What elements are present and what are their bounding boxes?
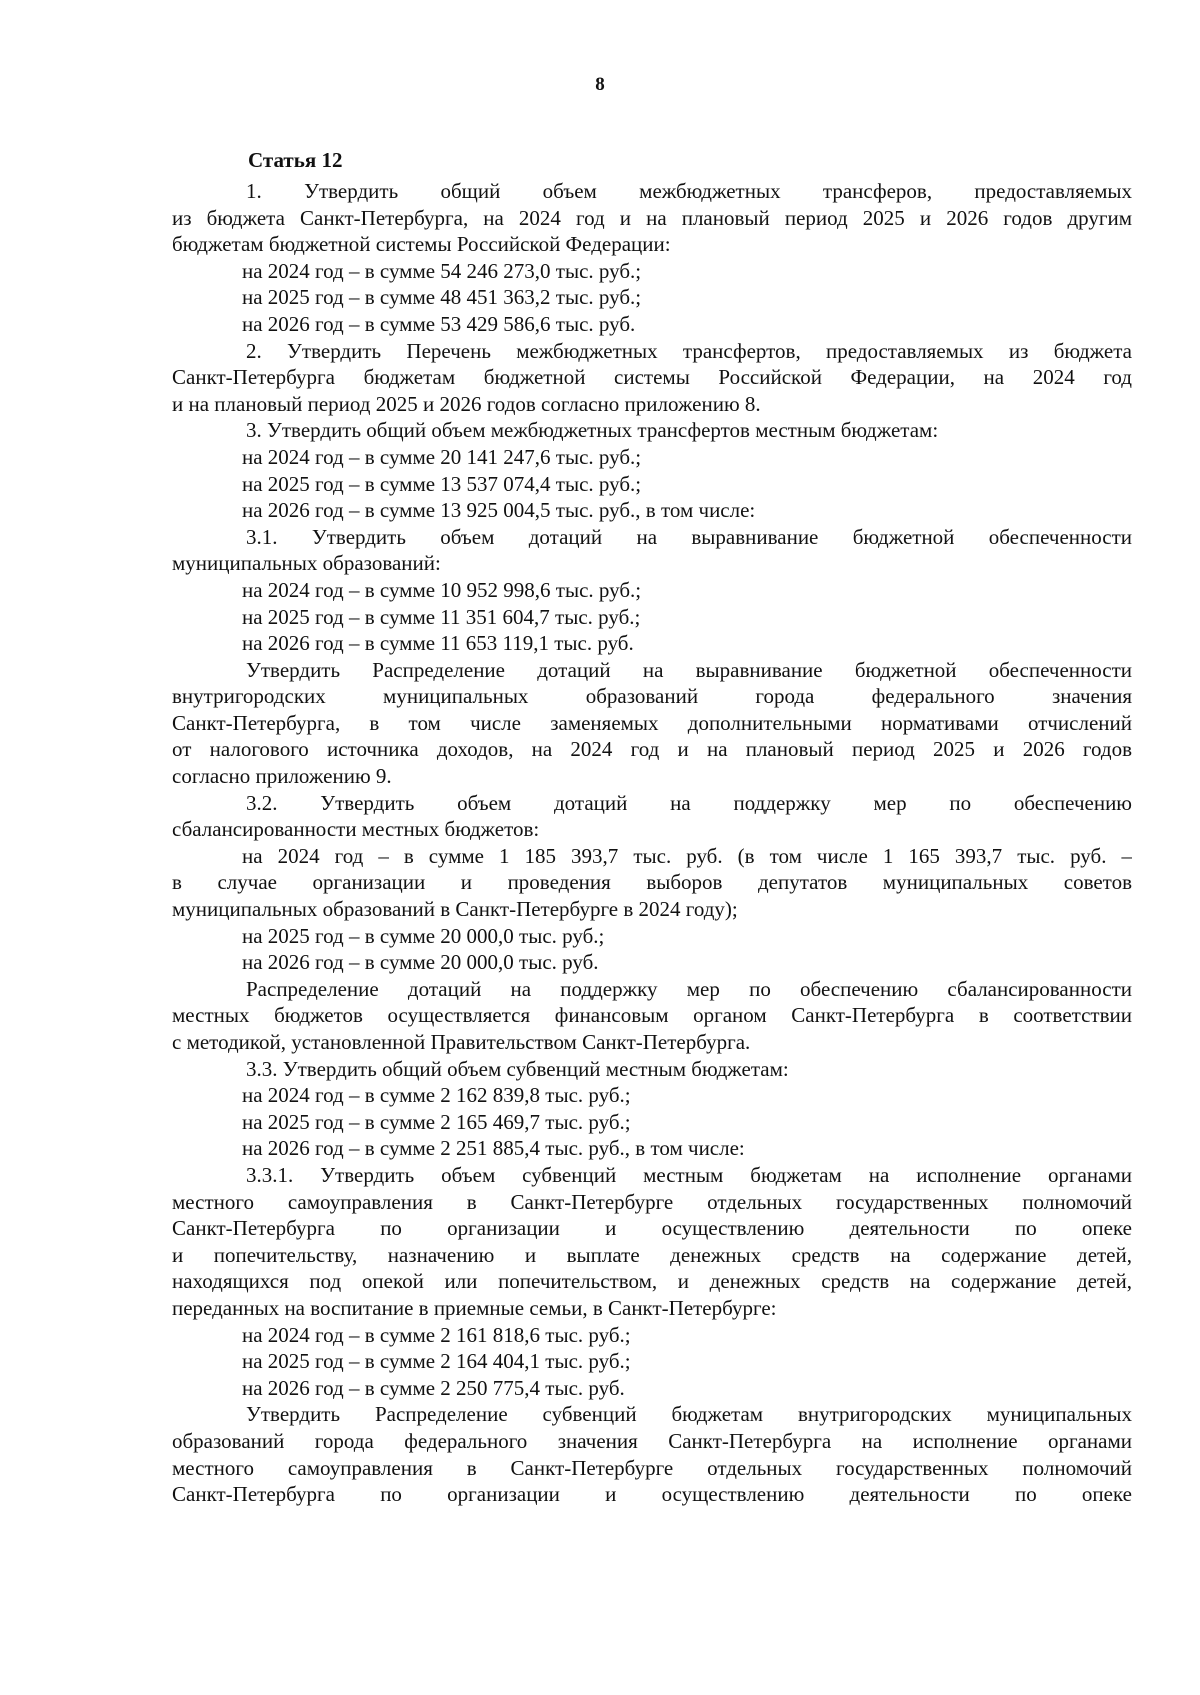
text-line: находящихся под опекой или попечительством, и денежных средств на содержание детей, bbox=[172, 1269, 1132, 1294]
text-line: на 2026 год – в сумме 53 429 586,6 тыс. руб. bbox=[242, 311, 636, 336]
text-line: местного самоуправления в Санкт-Петербурге отдельных государственных полномочий bbox=[172, 1455, 1132, 1480]
text-line: на 2024 год – в сумме 20 141 247,6 тыс. руб.; bbox=[242, 444, 642, 469]
text-line: на 2024 год – в сумме 2 161 818,6 тыс. руб.; bbox=[242, 1322, 631, 1347]
text-line: на 2026 год – в сумме 13 925 004,5 тыс. руб., в том числе: bbox=[242, 498, 756, 523]
text-line: от налогового источника доходов, на 2024 год и на плановый период 2025 и 2026 годов bbox=[172, 737, 1132, 762]
text-line: на 2026 год – в сумме 2 250 775,4 тыс. руб. bbox=[242, 1375, 625, 1400]
text-line: на 2025 год – в сумме 2 164 404,1 тыс. руб.; bbox=[242, 1349, 631, 1374]
text-line: переданных на воспитание в приемные семьи, в Санкт-Петербурге: bbox=[172, 1295, 777, 1320]
text-line: Распределение дотаций на поддержку мер по обеспечению сбалансированности bbox=[246, 976, 1132, 1001]
text-line: и на плановый период 2025 и 2026 годов согласно приложению 8. bbox=[172, 391, 761, 416]
text-line: 1. Утвердить общий объем межбюджетных трансферов, предоставляемых bbox=[246, 179, 1132, 203]
text-line: в случае организации и проведения выборов депутатов муниципальных советов bbox=[172, 870, 1132, 895]
text-line: муниципальных образований в Санкт-Петербурге в 2024 году); bbox=[172, 897, 738, 922]
text-line: на 2024 год – в сумме 1 185 393,7 тыс. руб. (в том числе 1 165 393,7 тыс. руб. – bbox=[242, 843, 1132, 868]
text-line: Санкт-Петербурга, в том числе заменяемых дополнительными нормативами отчислений bbox=[172, 710, 1132, 735]
text-line: внутригородских муниципальных образований города федерального значения bbox=[172, 684, 1132, 709]
text-line: на 2024 год – в сумме 2 162 839,8 тыс. руб.; bbox=[242, 1083, 631, 1108]
text-line: на 2026 год – в сумме 20 000,0 тыс. руб. bbox=[242, 950, 599, 975]
text-line: 3.1. Утвердить объем дотаций на выравнивание бюджетной обеспеченности bbox=[246, 524, 1132, 549]
text-line: на 2025 год – в сумме 20 000,0 тыс. руб.; bbox=[242, 923, 605, 948]
text-line: на 2024 год – в сумме 54 246 273,0 тыс. руб.; bbox=[242, 258, 642, 283]
text-line: сбалансированности местных бюджетов: bbox=[172, 817, 540, 842]
text-line: Утвердить Распределение дотаций на выравнивание бюджетной обеспеченности bbox=[246, 657, 1132, 682]
text-line: на 2025 год – в сумме 11 351 604,7 тыс. руб.; bbox=[242, 604, 641, 629]
text-line: Санкт-Петербурга по организации и осуществлению деятельности по опеке bbox=[172, 1482, 1132, 1507]
text-line: Утвердить Распределение субвенций бюджетам внутригородских муниципальных bbox=[246, 1402, 1132, 1427]
text-line: муниципальных образований: bbox=[172, 551, 441, 576]
text-line: на 2025 год – в сумме 13 537 074,4 тыс. руб.; bbox=[242, 471, 642, 496]
text-line: местных бюджетов осуществляется финансовым органом Санкт-Петербурга в соответствии bbox=[172, 1003, 1132, 1028]
text-line: на 2024 год – в сумме 10 952 998,6 тыс. руб.; bbox=[242, 577, 642, 602]
text-line: образований города федерального значения Санкт-Петербурга на исполнение органами bbox=[172, 1428, 1132, 1453]
text-line: из бюджета Санкт-Петербурга, на 2024 год и на плановый период 2025 и 2026 годов другим bbox=[172, 205, 1132, 230]
text-line: с методикой, установленной Правительством Санкт-Петербурга. bbox=[172, 1030, 751, 1054]
text-line: на 2025 год – в сумме 48 451 363,2 тыс. руб.; bbox=[242, 285, 642, 310]
text-line: 3.2. Утвердить объем дотаций на поддержку мер по обеспечению bbox=[246, 790, 1132, 815]
text-line: на 2026 год – в сумме 11 653 119,1 тыс. руб. bbox=[242, 631, 634, 656]
text-line: согласно приложению 9. bbox=[172, 764, 392, 789]
text-line: 3.3. Утвердить общий объем субвенций местным бюджетам: bbox=[246, 1056, 789, 1081]
text-line: и попечительству, назначению и выплате денежных средств на содержание детей, bbox=[172, 1242, 1132, 1267]
article-heading: Статья 12 bbox=[248, 148, 343, 172]
text-line: на 2025 год – в сумме 2 165 469,7 тыс. руб.; bbox=[242, 1109, 631, 1134]
text-line: бюджетам бюджетной системы Российской Федерации: bbox=[172, 232, 671, 257]
text-line: 3. Утвердить общий объем межбюджетных трансфертов местным бюджетам: bbox=[246, 418, 939, 443]
text-line: Санкт-Петербурга бюджетам бюджетной системы Российской Федерации, на 2024 год bbox=[172, 365, 1132, 390]
document-body bbox=[172, 178, 1132, 1508]
text-line: 3.3.1. Утвердить объем субвенций местным бюджетам на исполнение органами bbox=[246, 1162, 1132, 1187]
text-line: Санкт-Петербурга по организации и осуществлению деятельности по опеке bbox=[172, 1216, 1132, 1241]
text-line: местного самоуправления в Санкт-Петербурге отдельных государственных полномочий bbox=[172, 1189, 1132, 1214]
text-line: 2. Утвердить Перечень межбюджетных трансфертов, предоставляемых из бюджета bbox=[246, 338, 1132, 363]
page-number: 8 bbox=[595, 74, 605, 95]
text-line: на 2026 год – в сумме 2 251 885,4 тыс. руб., в том числе: bbox=[242, 1136, 745, 1161]
